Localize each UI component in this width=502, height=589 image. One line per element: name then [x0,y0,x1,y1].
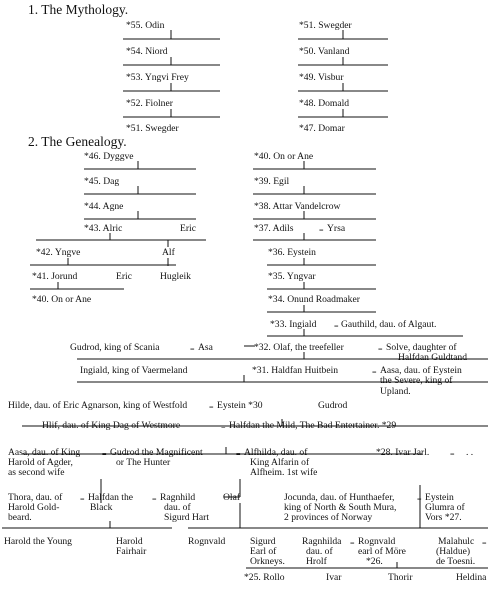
person-node: 2 provinces of Norway [284,512,373,523]
person-node: Asa [198,342,213,353]
marriage-sign: = [221,423,226,432]
person-node: Eystein [425,492,454,503]
person-node: Eric [180,223,196,234]
person-node: Harold Gold- [8,502,60,513]
person-node: Hrolf [306,556,327,567]
marriage-sign: = [334,322,339,331]
person-node: Aasa, dau. of Eystein [380,365,462,376]
person-node: *49. Visbur [299,72,344,83]
person-node: *32. Olaf, the treefeller [254,342,344,353]
person-node: *41. Jorund [32,271,78,282]
marriage-sign: = [152,495,157,504]
person-node: de Toesni. [436,556,476,567]
person-node: Orkneys. [250,556,285,567]
person-node: Hilde, dau. of Eric Agnarson, king of Westfold [8,400,188,411]
person-node: Halfdan the [88,492,134,503]
person-node: Fairhair [116,546,147,557]
person-node: Alfhilda, dau. of [244,447,308,458]
person-node: Alfheim. 1st wife [250,467,318,478]
person-node: *25. Rollo [244,572,285,583]
marriage-sign: = [450,450,455,459]
person-node: Gudrod the Magnificent [110,447,203,458]
person-node: *40. On or Ane [32,294,92,305]
person-node: Rognvald [358,536,396,547]
person-node: *46. Dyggve [84,151,134,162]
person-node: Sigurd Hart [164,512,210,523]
marriage-sign: = [350,539,355,548]
marriage-sign: = [372,368,377,377]
person-node: Harold the Young [4,536,72,547]
person-node: *35. Yngvar [268,271,316,282]
person-node: Solve, daughter of [386,342,457,353]
person-node: Ingiald, king of Vaermeland [80,365,188,376]
person-node: *28. Ivar Jarl. [376,447,430,458]
marriage-sign: = [482,539,487,548]
person-node: Jocunda, dau. of Hunthaefer, [284,492,395,503]
person-node: *40. On or Ane [254,151,314,162]
marriage-sign: = [378,345,383,354]
person-node: *47. Domar [299,123,345,134]
person-node: Ragnhilda [302,536,342,547]
marriage-sign: = [102,450,107,459]
person-node: *43. Alric [84,223,123,234]
person-node: *45. Dag [84,176,120,187]
person-node: Glumra of [425,502,465,513]
person-node: Thorir [388,572,413,583]
person-node: as second wife [8,467,65,478]
person-node: Ivar [326,572,342,583]
ellipsis-mark: . . [466,447,474,458]
person-node: *44. Agne [84,201,124,212]
person-node: king of North & South Mura, [284,502,397,513]
marriage-sign: = [236,450,241,459]
person-node: Black [90,502,113,513]
person-node: *53. Yngvi Frey [126,72,189,83]
person-node: Halfdan Guldtand [398,352,468,363]
person-node: Vors *27. [425,512,462,523]
person-node: *51. Swegder [299,20,352,31]
person-node: Malahulc [438,536,475,547]
marriage-sign: = [417,495,422,504]
person-node: Upland. [380,386,411,397]
person-node: Gudrod [318,400,348,411]
person-node: *50. Vanland [299,46,350,57]
marriage-sign: = [209,403,214,412]
person-node: or The Hunter [116,457,171,468]
person-node: *37. Adils [254,223,294,234]
person-node: *54. Niord [126,46,168,57]
person-node: *55. Odin [126,20,165,31]
person-node: *51. Swegder [126,123,179,134]
person-node: Rognvald [188,536,226,547]
person-node: Harold of Agder, [8,457,73,468]
person-node: Hlif, dau. of King Dag of Westmore [42,420,181,431]
person-node: earl of Möre [358,546,406,557]
genealogy-heading: 2. The Genealogy. [28,134,127,149]
person-node: Earl of [250,546,277,557]
person-node: *31. Haldfan Huitbein [252,365,339,376]
person-node: dau. of [164,502,191,513]
person-node: Heldina [456,572,487,583]
person-node: *38. Attar Vandelcrow [254,201,341,212]
person-node: Sigurd [250,536,276,547]
person-node: *48. Domald [299,98,350,109]
person-node: Halfdan the Mild, The Bad Entertainer. *29 [229,420,397,431]
person-node: Aasa, dau. of King [8,447,81,458]
person-node: *52. Fiolner [126,98,173,109]
person-node: *36. Eystein [268,247,316,258]
person-node: Olaf [223,492,241,503]
person-node: Harold [116,536,143,547]
person-node: Gudrod, king of Scania [70,342,160,353]
person-node: *42. Yngve [36,247,81,258]
person-node: Yrsa [327,223,346,234]
person-node: King Alfarin of [250,457,310,468]
person-node: Gauthild, dau. of Algaut. [341,319,437,330]
person-node: Hugleik [160,271,191,282]
person-node: *39. Egil [254,176,290,187]
marriage-sign: = [190,345,195,354]
person-node: *33. Ingiald [270,319,317,330]
person-node: dau. of [306,546,333,557]
marriage-sign: = [80,495,85,504]
person-node: Eystein *30 [217,400,263,411]
marriage-sign: = [319,226,324,235]
person-node: beard. [8,512,32,523]
person-node: *34. Onund Roadmaker [268,294,360,305]
person-node: (Haldue) [436,546,471,557]
person-node: Eric [116,271,132,282]
person-node: Thora, dau. of [8,492,63,503]
mythology-heading: 1. The Mythology. [28,2,129,17]
person-node: Alf [162,247,175,258]
person-node: Ragnhild [160,492,196,503]
person-node: *26. [366,556,383,567]
person-node: the Severe, king of [380,375,453,386]
